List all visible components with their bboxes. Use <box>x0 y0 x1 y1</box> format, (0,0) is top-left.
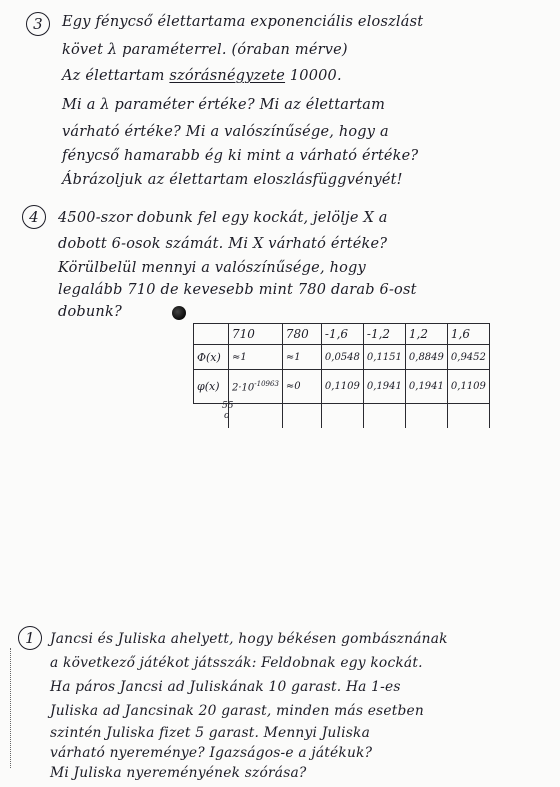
problem-number: 3 <box>26 12 50 36</box>
problem-line: szintén Juliska fizet 5 garast. Mennyi Juliska <box>50 725 371 741</box>
row-label: Φ(x) <box>194 345 229 370</box>
table-cell <box>282 404 321 429</box>
table-header-cell: 1,2 <box>405 324 447 345</box>
table-cell <box>229 370 283 404</box>
table-cell: 0,1941 <box>405 370 447 404</box>
table-cell: 0,8849 <box>405 345 447 370</box>
table-header-cell <box>194 324 229 345</box>
table-cell <box>447 404 489 429</box>
table-cell <box>321 404 363 429</box>
problem-line: fényсső hamarabb ég ki mint a várható értéke? <box>62 148 419 164</box>
problem-line: követ λ paraméterrel. (óraban mérve) <box>62 42 348 58</box>
underlined-word: szórásnégyzete <box>169 68 286 84</box>
problem-line: Ábrázoljuk az élettartam eloszlásfüggvényét! <box>62 172 403 188</box>
exponent: -10963 <box>254 379 279 388</box>
problem-line: Az élettartam szórásnégyzete 10000. <box>62 68 342 84</box>
table-cell: 0,1109 <box>447 370 489 404</box>
problem-line: a következő játékot játsszák: Feldobnak egy kockát. <box>50 655 423 671</box>
problem-line: Egy fényсső élettartama exponenciális eloszlást <box>62 14 424 30</box>
problem-line: Ha páros Jancsi ad Juliskának 10 garast. Ha 1-es <box>50 679 401 695</box>
table-cell: ≈1 <box>282 345 321 370</box>
row-label: φ(x) <box>194 370 229 404</box>
table-header-cell: -1,2 <box>363 324 405 345</box>
table-cell: 0,1151 <box>363 345 405 370</box>
ink-blot <box>172 306 186 320</box>
problem-number: 4 <box>22 205 46 229</box>
table-cell <box>405 404 447 429</box>
problem-line: várható nyereménye? Igazságos-e a játékuk? <box>50 745 373 761</box>
problem-line: 4500-szor dobunk fel egy kockát, jelölje X a <box>58 210 388 226</box>
problem-line: Juliska ad Jancsinak 20 garast, minden más esetben <box>50 703 424 719</box>
problem-line: Mi Juliska nyereményének szórása? <box>50 765 307 781</box>
table-cell <box>363 404 405 429</box>
table-header-row <box>194 324 490 345</box>
table-cell: 0,0548 <box>321 345 363 370</box>
problem-number: 1 <box>18 626 42 650</box>
table-header-cell: 710 <box>229 324 283 345</box>
table-header-cell: -1,6 <box>321 324 363 345</box>
normal-values-table <box>193 323 490 428</box>
table-cell: ≈1 <box>229 345 283 370</box>
table-cell <box>229 404 283 429</box>
problem-line: dobunk? <box>58 304 122 320</box>
table-cell: 0,1941 <box>363 370 405 404</box>
problem-line: Mi a λ paraméter értéke? Mi az élettartam <box>62 97 386 113</box>
table-note: 55 <box>222 401 234 411</box>
margin-dotted-line <box>10 648 15 768</box>
table-header-cell: 1,6 <box>447 324 489 345</box>
table-row <box>194 345 490 370</box>
table-note-circle: o <box>224 411 230 421</box>
problem-line: Körülbelül mennyi a valószínűsége, hogy <box>58 260 366 276</box>
problem-line: dobott 6-osok számát. Mi X várható értéke? <box>58 236 388 252</box>
table-row <box>194 370 490 404</box>
problem-line: legalább 710 de kevesebb mint 780 darab 6-ost <box>58 282 417 298</box>
table-row <box>194 404 490 429</box>
table-cell: 0,1109 <box>321 370 363 404</box>
table-cell: ≈0 <box>282 370 321 404</box>
table-cell: 0,9452 <box>447 345 489 370</box>
problem-line: várható értéke? Mi a valószínűsége, hogy a <box>62 124 389 140</box>
cell-value: 2·10 <box>232 382 255 394</box>
table-header-cell: 780 <box>282 324 321 345</box>
problem-line: Jancsi és Juliska ahelyett, hogy békésen gombásznának <box>50 631 448 647</box>
